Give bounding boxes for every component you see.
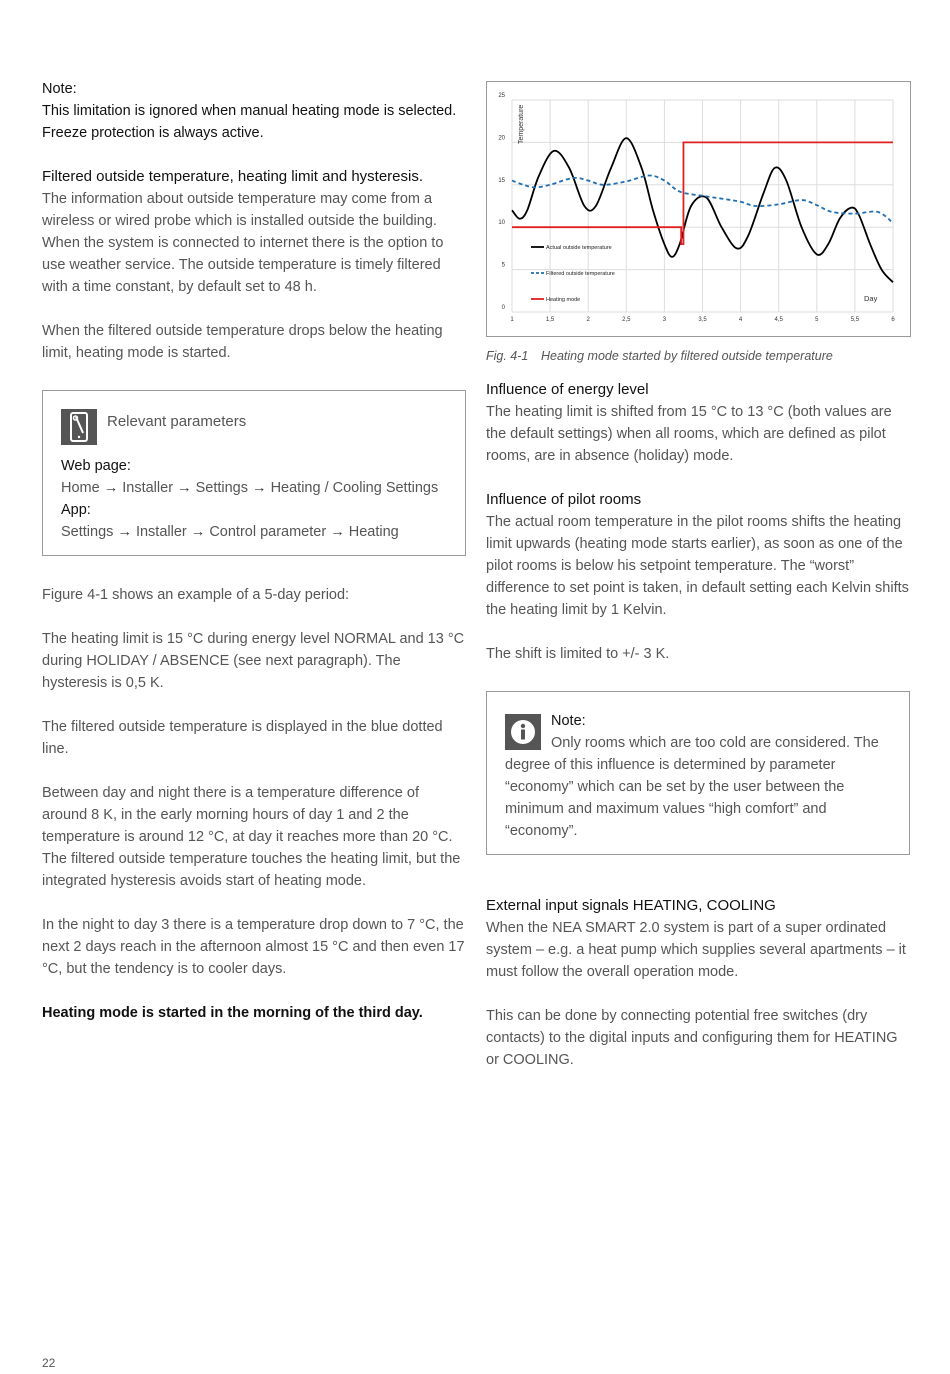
y-tick-label: 10 xyxy=(498,220,505,227)
relevant-parameters-box xyxy=(42,390,466,556)
y-tick-label: 25 xyxy=(498,93,505,99)
paragraph-figure-intro: Figure 4-1 shows an example of a 5-day period: xyxy=(42,587,350,603)
info-icon xyxy=(505,714,541,750)
y-tick-label: 15 xyxy=(498,177,505,184)
x-tick-label: 1,5 xyxy=(545,317,555,323)
y-tick-label: 20 xyxy=(498,135,505,142)
figure-caption: Fig. 4-1 Heating mode started by filtered outside temperature xyxy=(486,349,833,363)
paragraph-conclusion: Heating mode is started in the morning of the third day. xyxy=(42,1005,423,1021)
legend-label: Heating mode xyxy=(546,297,581,303)
web-page-path: Home → Installer → Settings → Heating / Cooling Settings xyxy=(61,480,439,496)
paragraph-outside-temperature: The information about outside temperature may come from a wireless or wired probe which is installed outside the building. When the system is connected to internet there is the option to use weather service. The outside temperature is timely filtered with a time constant, by default set to 48 h. xyxy=(42,191,444,295)
x-tick-label: 6 xyxy=(891,317,895,323)
paragraph-filtered-line: The filtered outside temperature is displayed in the blue dotted line. xyxy=(42,719,443,757)
y-tick-label: 0 xyxy=(501,305,505,311)
chart-grid xyxy=(512,100,893,312)
energy-level-heading: Influence of energy level xyxy=(486,381,649,398)
legend-label: Filtered outside temperature xyxy=(546,271,615,277)
section-heading-filtered: Filtered outside temperature, heating limit and hysteresis. xyxy=(42,168,424,185)
app-path: Settings → Installer → Control parameter → Heating xyxy=(61,524,399,540)
x-tick-label: 4 xyxy=(738,317,743,323)
web-page-label: Web page: xyxy=(61,458,131,474)
pilot-rooms-heading: Influence of pilot rooms xyxy=(486,491,642,508)
note-label: Note: xyxy=(42,81,77,97)
energy-level-text: The heating limit is shifted from 15 °C to 13 °C (both values are the default settings) when all rooms, which are defined as pilot rooms, are in absence (holiday) mode. xyxy=(486,404,892,464)
page-number: 22 xyxy=(42,1356,56,1370)
paragraph-day-night: Between day and night there is a temperature difference of around 8 K, in the early morning hours of day 1 and 2 the temperature is around 12 °C, at day it reaches more than 20 °C. The filtered outside temperature touches the heating limit, but the integrated hysteresis avoids start of heating mode. xyxy=(42,785,461,889)
note-box-title: Note: xyxy=(551,713,586,729)
external-signals-text: When the NEA SMART 2.0 system is part of a super ordinated system – e.g. a heat pump which supplies several apartments – it must follow the overall operation mode. xyxy=(486,920,906,980)
x-tick-label: 2,5 xyxy=(622,317,631,323)
relevant-parameters-title: Relevant parameters xyxy=(107,413,247,430)
note-box xyxy=(486,691,910,855)
x-tick-label: 4,5 xyxy=(774,317,783,323)
note-box-text: Only rooms which are too cold are considered. The degree of this influence is determined by parameter “economy” which can be set by the user between the minimum and maximum values “high comfort” and “economy”. xyxy=(505,735,879,839)
x-tick-label: 3 xyxy=(662,317,667,323)
temperature-chart xyxy=(486,81,911,337)
right-column xyxy=(486,81,910,1071)
note-text: This limitation is ignored when manual heating mode is selected. Freeze protection is always active. xyxy=(42,103,457,141)
chart-svg xyxy=(487,82,910,336)
pilot-rooms-text: The actual room temperature in the pilot rooms shifts the heating limit upwards (heating mode starts earlier), as soon as one of the pilot rooms is below his setpoint temperature. The “worst” difference to set point is taken, in default setting each Kelvin shifts the heating limit by 1 Kelvin. xyxy=(486,514,909,618)
x-tick-label: 3,5 xyxy=(698,317,707,323)
x-axis-label: Day xyxy=(864,294,878,303)
paragraph-night-day3: In the night to day 3 there is a temperature drop down to 7 °C, the next 2 days reach in the afternoon almost 15 °C and then even 17 °C, but the tendency is to cooler days. xyxy=(42,917,465,977)
external-signals-text-2: This can be done by connecting potential free switches (dry contacts) to the digital inputs and configuring them for HEATING or COOLING. xyxy=(486,1008,898,1068)
y-tick-label: 5 xyxy=(501,262,505,269)
app-label: App: xyxy=(61,502,91,518)
legend-label: Actual outside temperature xyxy=(546,245,612,251)
tablet-settings-icon xyxy=(61,409,97,445)
x-tick-label: 5 xyxy=(815,317,819,323)
paragraph-heating-limit: The heating limit is 15 °C during energy level NORMAL and 13 °C during HOLIDAY / ABSENCE (see next paragraph). The hysteresis is 0,5 K. xyxy=(42,631,465,691)
external-signals-heading: External input signals HEATING, COOLING xyxy=(486,897,776,914)
x-tick-label: 5,5 xyxy=(850,317,860,323)
left-column xyxy=(42,78,466,1024)
y-axis-label: Temperature xyxy=(518,104,525,144)
shift-limit-text: The shift is limited to +/- 3 K. xyxy=(486,646,670,662)
x-tick-label: 1 xyxy=(510,317,514,323)
x-tick-label: 2 xyxy=(586,317,590,323)
paragraph-heating-start: When the filtered outside temperature drops below the heating limit, heating mode is started. xyxy=(42,323,443,361)
